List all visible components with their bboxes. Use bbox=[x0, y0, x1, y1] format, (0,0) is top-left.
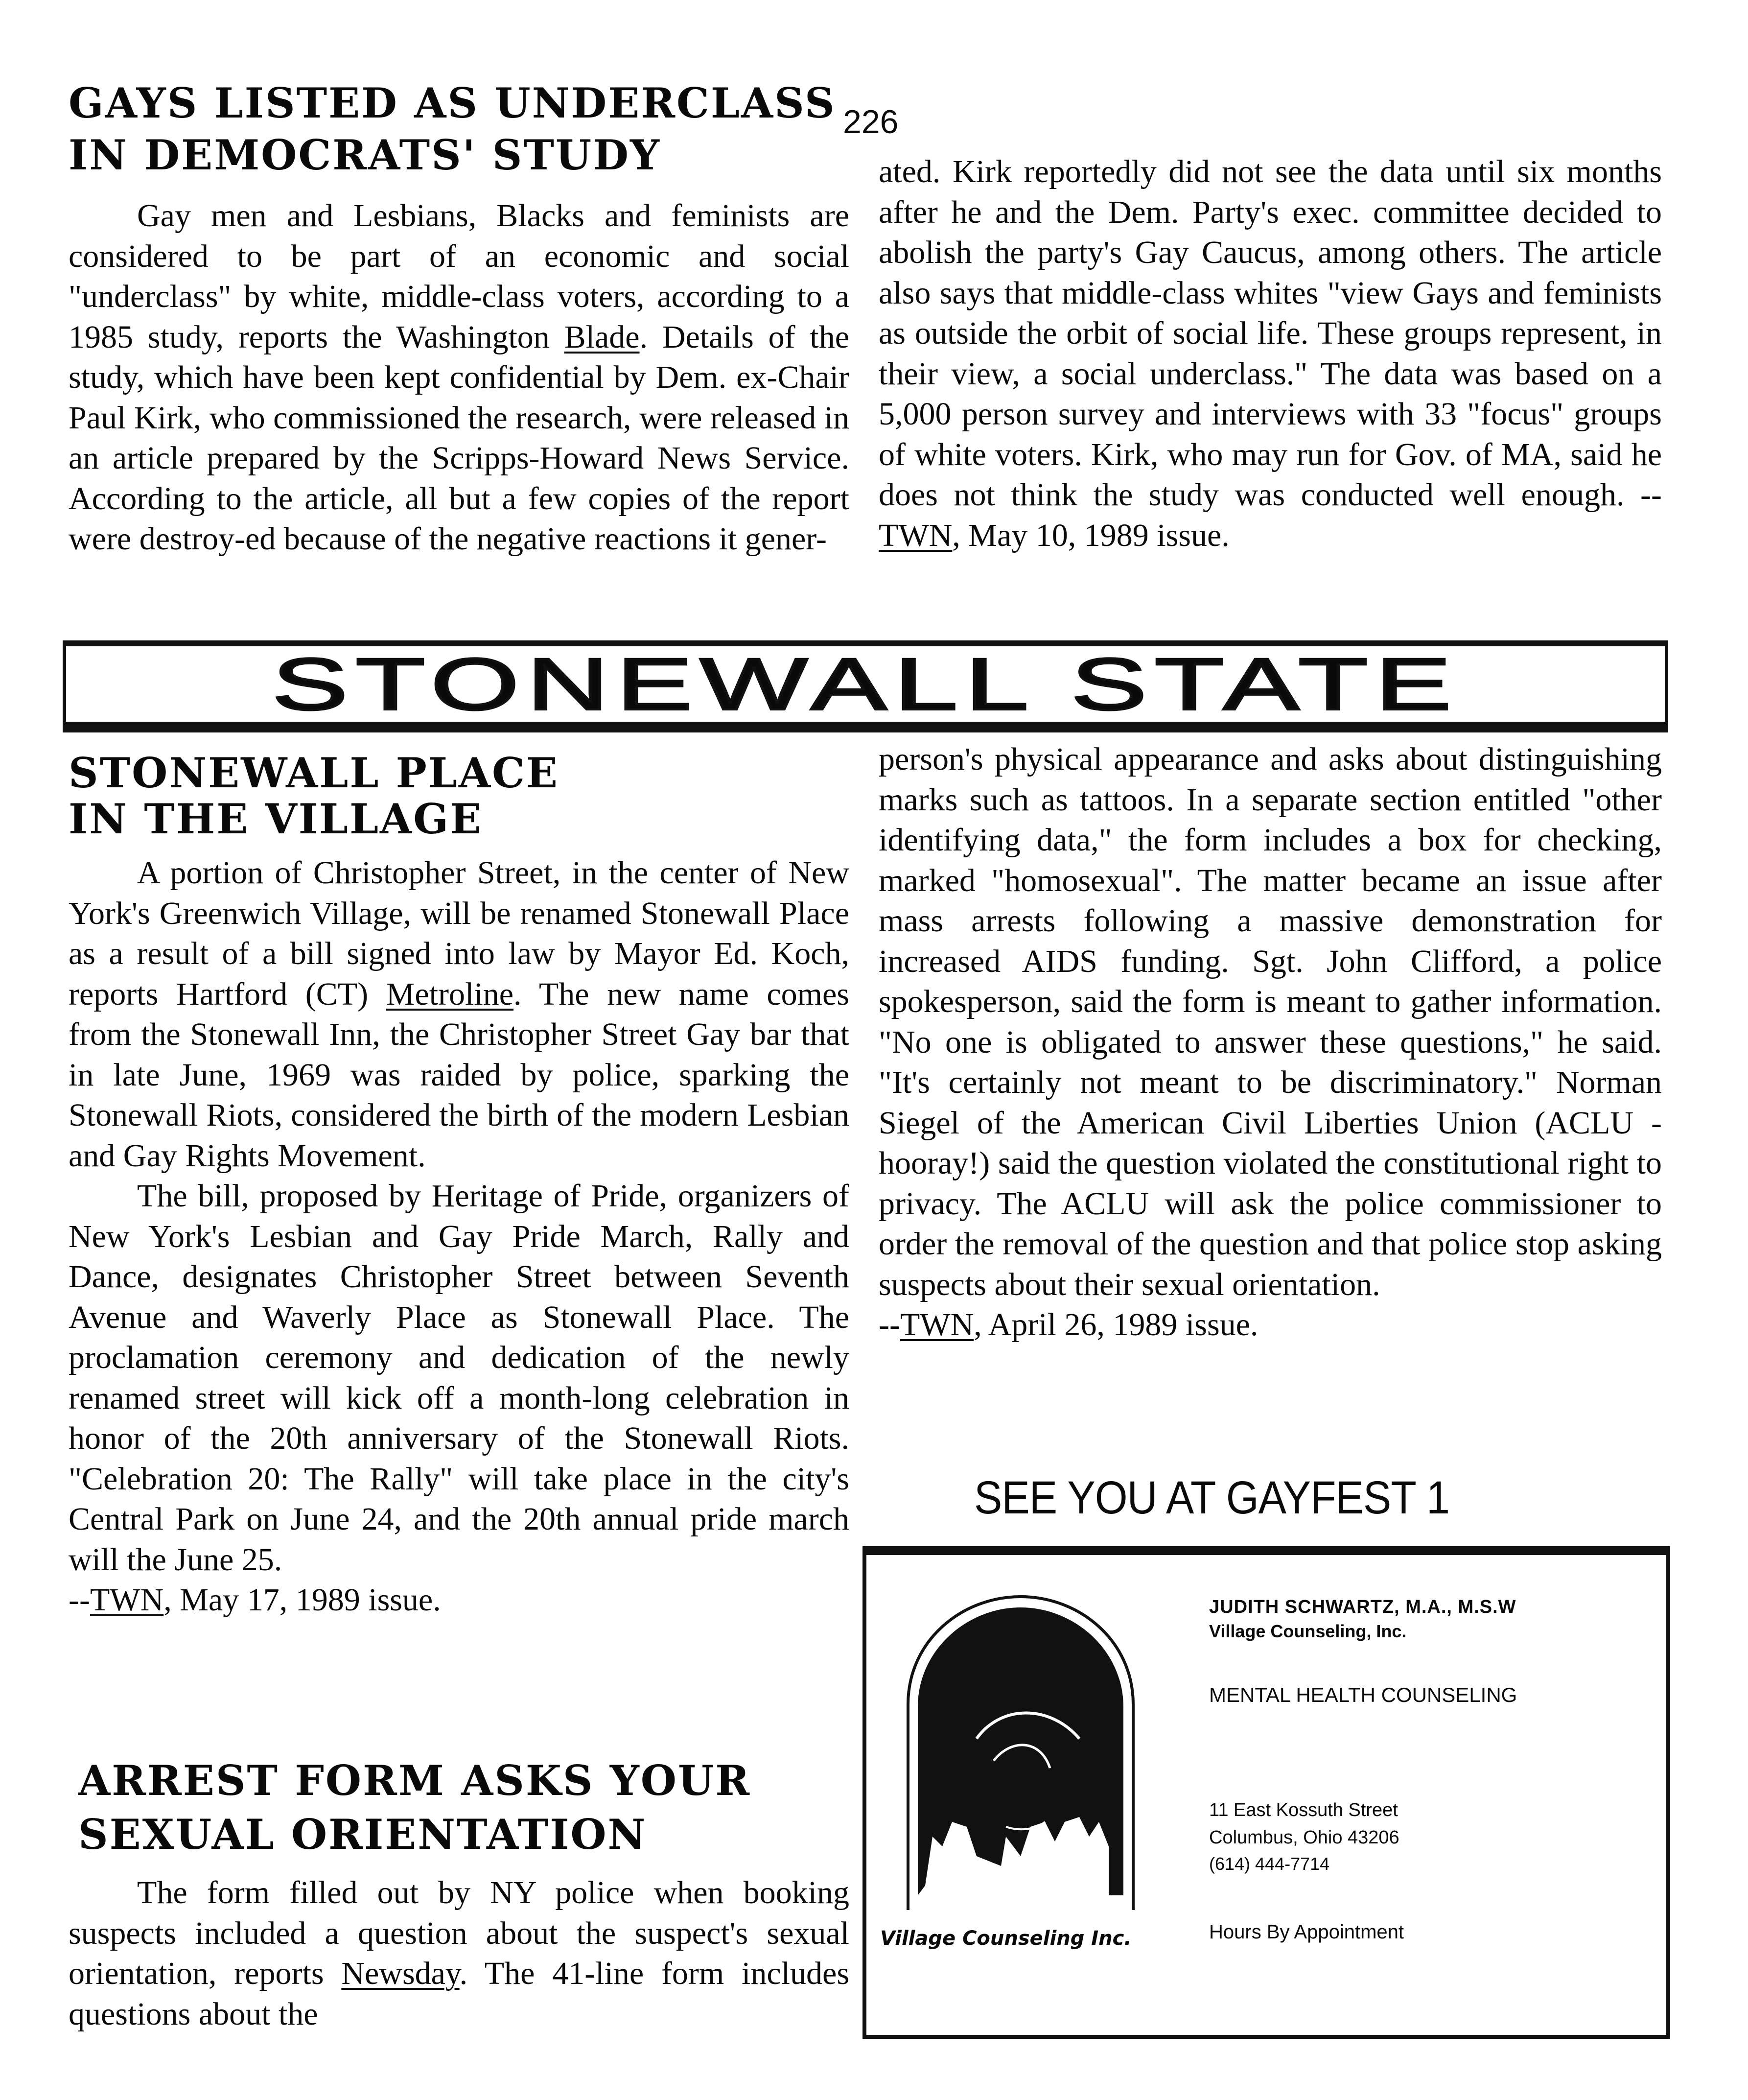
issue-date: , May 17, 1989 issue. bbox=[163, 1582, 441, 1618]
headline-line: GAYS LISTED AS UNDERCLASS bbox=[69, 79, 836, 127]
paragraph-text: . Details of the study, which have been kept confidential by Dem. ex-Chair Paul Kirk, who commissioned the research, were released in an article prepared by the Scripps-Howard News Service. According to the article, all but a few copies of the report were destroy-ed because of the negative reactions it gener- bbox=[69, 319, 849, 557]
arch-crowd-rainbow-logo-icon bbox=[903, 1592, 1138, 1915]
logo-caption: Village Counseling Inc. bbox=[880, 1927, 1132, 1950]
article-credit bbox=[879, 1305, 1662, 1345]
paragraph-text: . The new name comes from the Stonewall Inn, the Christopher Street Gay bar that in late June, 1969 was raided by police, sparking the Stonewall Riots, considered the birth of the modern Lesbian and Gay Rights Movement. bbox=[69, 976, 849, 1174]
source-citation: Blade bbox=[564, 319, 640, 355]
headline-line: STONEWALL PLACE bbox=[69, 749, 559, 797]
issue-date: , May 10, 1989 issue. bbox=[952, 517, 1230, 553]
paragraph-text: A portion of Christopher Street, in the center of New York's Greenwich Village, will be renamed Stonewall Place as a result of a bill signed into law by Mayor Ed. Koch, reports Hartford (CT) bbox=[69, 855, 849, 1012]
source-citation: Newsday bbox=[341, 1956, 460, 1991]
company-name: Village Counseling, Inc. bbox=[1209, 1621, 1407, 1641]
article-paragraph bbox=[69, 853, 849, 1176]
article-2-headline bbox=[69, 749, 559, 843]
service-description: MENTAL HEALTH COUNSELING bbox=[1209, 1683, 1517, 1706]
paragraph-text: . The 41-line form includes questions about the bbox=[69, 1956, 850, 2032]
article-paragraph bbox=[69, 1873, 849, 2034]
section-title: STONEWALL STATE bbox=[272, 642, 1459, 725]
address-line-2: Columbus, Ohio 43206 bbox=[1209, 1827, 1399, 1848]
article-1-column-1 bbox=[69, 196, 849, 560]
credit-prefix: -- bbox=[69, 1582, 90, 1618]
headline-line: IN DEMOCRATS' STUDY bbox=[69, 131, 661, 179]
source-citation: TWN bbox=[90, 1582, 164, 1618]
paragraph-text: The form filled out by NY police when booking suspects included a question about the suspect's sexual orientation, reports bbox=[69, 1875, 849, 1991]
article-paragraph bbox=[69, 196, 849, 560]
source-citation: TWN bbox=[900, 1307, 974, 1343]
headline-line: IN THE VILLAGE bbox=[69, 795, 483, 843]
page-number: 226 bbox=[843, 103, 899, 141]
credit-prefix: -- bbox=[879, 1307, 900, 1343]
article-3-column-2 bbox=[879, 739, 1662, 1345]
article-paragraph bbox=[879, 152, 1662, 556]
article-1-column-2 bbox=[879, 152, 1662, 556]
headline-line: ARREST FORM ASKS YOUR bbox=[78, 1756, 751, 1805]
source-citation: TWN bbox=[879, 517, 953, 553]
headline-line: SEXUAL ORIENTATION bbox=[78, 1810, 647, 1859]
article-paragraph: The bill, proposed by Heritage of Pride, organizers of New York's Lesbian and Gay Pride March, Rally and Dance, designates Christopher Street between Seventh Avenue and Waverly Place as Stonewall Place. The proclamation ceremony and dedication of the newly renamed street will kick off a month-long celebration in honor of the 20th anniversary of the Stonewall Riots. "Celebration 20: The Rally" will take place in the city's Central Park on June 24, and the 20th annual pride march will the June 25. bbox=[69, 1178, 849, 1578]
counselor-name: JUDITH SCHWARTZ, M.A., M.S.W bbox=[1209, 1597, 1516, 1617]
address-line-1: 11 East Kossuth Street bbox=[1209, 1800, 1398, 1820]
article-3-headline bbox=[78, 1757, 751, 1859]
counseling-advertisement bbox=[862, 1546, 1670, 2039]
issue-date: , April 26, 1989 issue. bbox=[974, 1307, 1259, 1343]
paragraph-text: Gay men and Lesbians, Blacks and feminists are considered to be part of an economic and social "underclass" by white, middle-class voters, according to a 1985 study, reports the Washington bbox=[69, 198, 849, 355]
phone-number: (614) 444-7714 bbox=[1209, 1854, 1330, 1874]
section-banner bbox=[63, 640, 1668, 732]
gayfest-promo: SEE YOU AT GAYFEST 1 bbox=[974, 1472, 1449, 1524]
article-2-body bbox=[69, 853, 849, 1621]
office-hours: Hours By Appointment bbox=[1209, 1921, 1404, 1943]
article-credit bbox=[69, 1580, 849, 1621]
paragraph-text: ated. Kirk reportedly did not see the data until six months after he and the Dem. Party's exec. committee decided to abolish the party's Gay Caucus, among others. The article also says that middle-class whites "view Gays and feminists as outside the orbit of social life. These groups represent, in their view, a social underclass." The data was based on a 5,000 person survey and interviews with 33 "focus" groups of white voters. Kirk, who may run for Gov. of MA, said he does not think the study was conducted well enough. -- bbox=[879, 154, 1662, 513]
article-3-column-1 bbox=[69, 1873, 849, 2034]
article-paragraph: person's physical appearance and asks about distinguishing marks such as tattoos. In a separate section entitled "other identifying data," the form includes a box for checking, marked "homosexual". The matter became an issue after mass arrests following a massive demonstration for increased AIDS funding. Sgt. John Clifford, a police spokesperson, said the form is meant to gather information. "No one is obligated to answer these questions," he said. "It's certainly not meant to be discriminatory." Norman Siegel of the American Civil Liberties Union (ACLU - hooray!) said the question violated the constitutional right to privacy. The ACLU will ask the police commissioner to order the removal of the question and that police stop asking suspects about their sexual orientation. bbox=[879, 741, 1662, 1302]
article-1-headline bbox=[69, 79, 836, 179]
source-citation: Metroline bbox=[386, 976, 513, 1012]
